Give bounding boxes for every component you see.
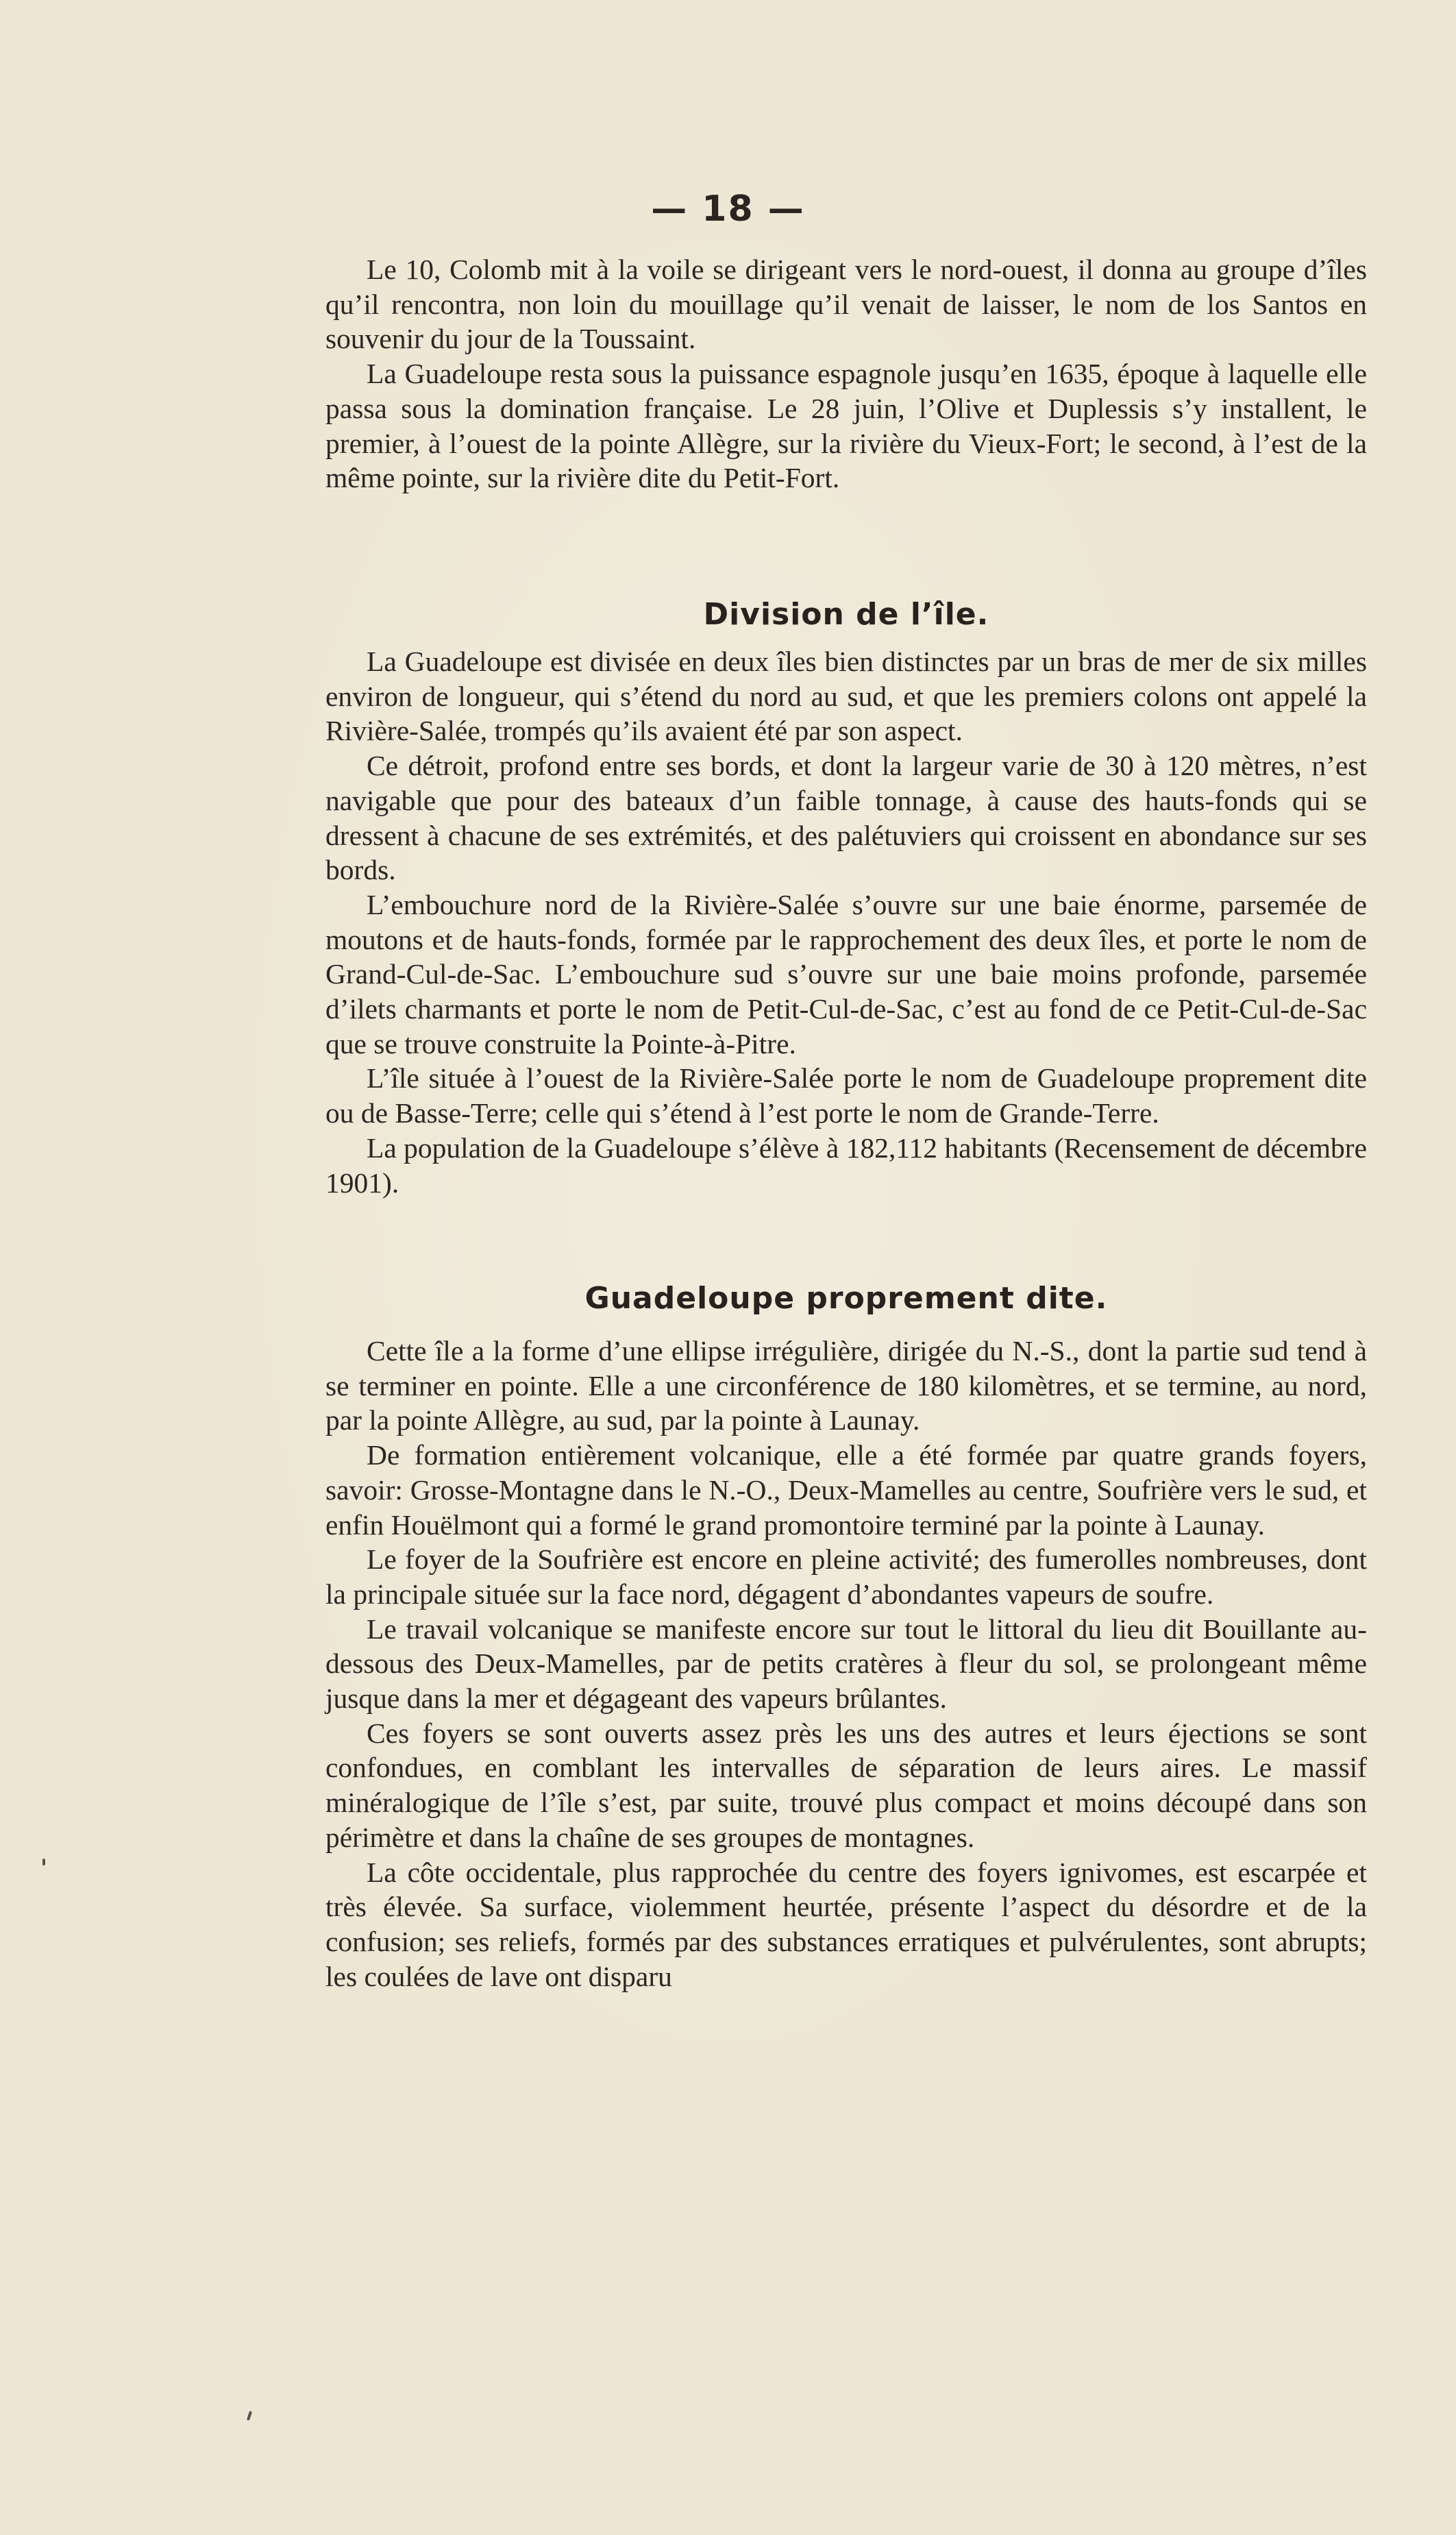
section-heading: Guadeloupe proprement dite. bbox=[584, 1281, 1108, 1316]
page-number: — 18 — bbox=[651, 188, 805, 230]
paragraph: Cette île a la forme d’une ellipse irrégulière, dirigée du N.-S., dont la partie sud tend à se terminer en pointe. Elle a une circonférence de 180 kilomètres, et se termine, au nord, par la pointe Allègre, au sud, par la pointe à Launay. bbox=[325, 1335, 1367, 1436]
paragraph: La côte occidentale, plus rapprochée du centre des foyers ignivomes, est escarpée et très élevée. Sa surface, violemment heurtée, présente l’aspect du désordre et de la confusion; ses reliefs, formés par des substances erratiques et pulvérulentes, sont abrupts; les coulées de lave ont disparu bbox=[325, 1856, 1367, 1992]
paragraph: L’embouchure nord de la Rivière-Salée s’ouvre sur une baie énorme, parsemée de moutons et de hauts-fonds, formée par le rapprochement des deux îles, et porte le nom de Grand-Cul-de-Sac. L’embouchure sud s’ouvre sur une baie moins profonde, parsemée d’ilets charmants et porte le nom de Petit-Cul-de-Sac, c’est au fond de ce Petit-Cul-de-Sac que se trouve construite la Pointe-à-Pitre. bbox=[325, 888, 1367, 1060]
section-division bbox=[325, 591, 1367, 1200]
paragraph: Le travail volcanique se manifeste encore sur tout le littoral du lieu dit Bouillante au-dessous des Deux-Mamelles, par de petits cratères à fleur du sol, se prolongeant même jusque dans la mer et dégageant des vapeurs brûlantes. bbox=[325, 1613, 1367, 1715]
paragraph: Ce détroit, profond entre ses bords, et dont la largeur varie de 30 à 120 mètres, n’est navigable que pour des bateaux d’un faible tonnage, à cause des hauts-fonds qui se dressent à chacune de ses extrémités, et des palétuviers qui croissent en abondance sur ses bords. bbox=[325, 750, 1367, 886]
paragraph: Le foyer de la Soufrière est encore en pleine activité; des fumerolles nombreuses, dont la principale située sur la face nord, dégagent d’abondantes vapeurs de soufre. bbox=[325, 1543, 1367, 1610]
paragraph: Le 10, Colomb mit à la voile se dirigeant vers le nord-ouest, il donna au groupe d’îles qu’il rencontra, non loin du mouillage qu’il venait de laisser, le nom de los Santos en souvenir du jour de la Toussaint. bbox=[325, 254, 1367, 355]
paper-speck bbox=[247, 2411, 252, 2421]
paragraph: De formation entièrement volcanique, elle a été formée par quatre grands foyers, savoir: Grosse-Montagne dans le N.-O., Deux-Mamelles au centre, Soufrière vers le sud, et enfin Houëlmont qui a formé le grand promontoire terminé par la pointe à Launay. bbox=[325, 1439, 1367, 1541]
paragraph: La Guadeloupe est divisée en deux îles bien distinctes par un bras de mer de six milles environ de longueur, qui s’étend du nord au sud, et que les premiers colons ont appelé la Rivière-Salée, trompés qu’ils avaient été par son aspect. bbox=[325, 646, 1367, 747]
paragraph: L’île située à l’ouest de la Rivière-Salée porte le nom de Guadeloupe proprement dite ou de Basse-Terre; celle qui s’étend à l’est porte le nom de Grande-Terre. bbox=[325, 1062, 1367, 1129]
section-intro bbox=[325, 252, 1367, 495]
section-heading: Division de l’île. bbox=[703, 597, 989, 632]
paragraph: La population de la Guadeloupe s’élève à 182,112 habitants (Recensement de décembre 1901). bbox=[325, 1131, 1367, 1199]
paper-speck bbox=[42, 1859, 45, 1865]
paragraph: Ces foyers se sont ouverts assez près les uns des autres et leurs éjections se sont confondues, en comblant les intervalles de séparation de leurs aires. Le massif minéralogique de l’île s’est, par suite, trouvé plus compact et moins découpé dans son périmètre et dans la chaîne de ses groupes de montagnes. bbox=[325, 1717, 1367, 1853]
section-guadeloupe-proper bbox=[325, 1275, 1367, 1994]
paragraph: La Guadeloupe resta sous la puissance espagnole jusqu’en 1635, époque à laquelle elle passa sous la domination française. Le 28 juin, l’Olive et Duplessis s’y installent, le premier, à l’ouest de la pointe Allègre, sur la rivière du Vieux-Fort; le second, à l’est de la même pointe, sur la rivière dite du Petit-Fort. bbox=[325, 358, 1367, 494]
